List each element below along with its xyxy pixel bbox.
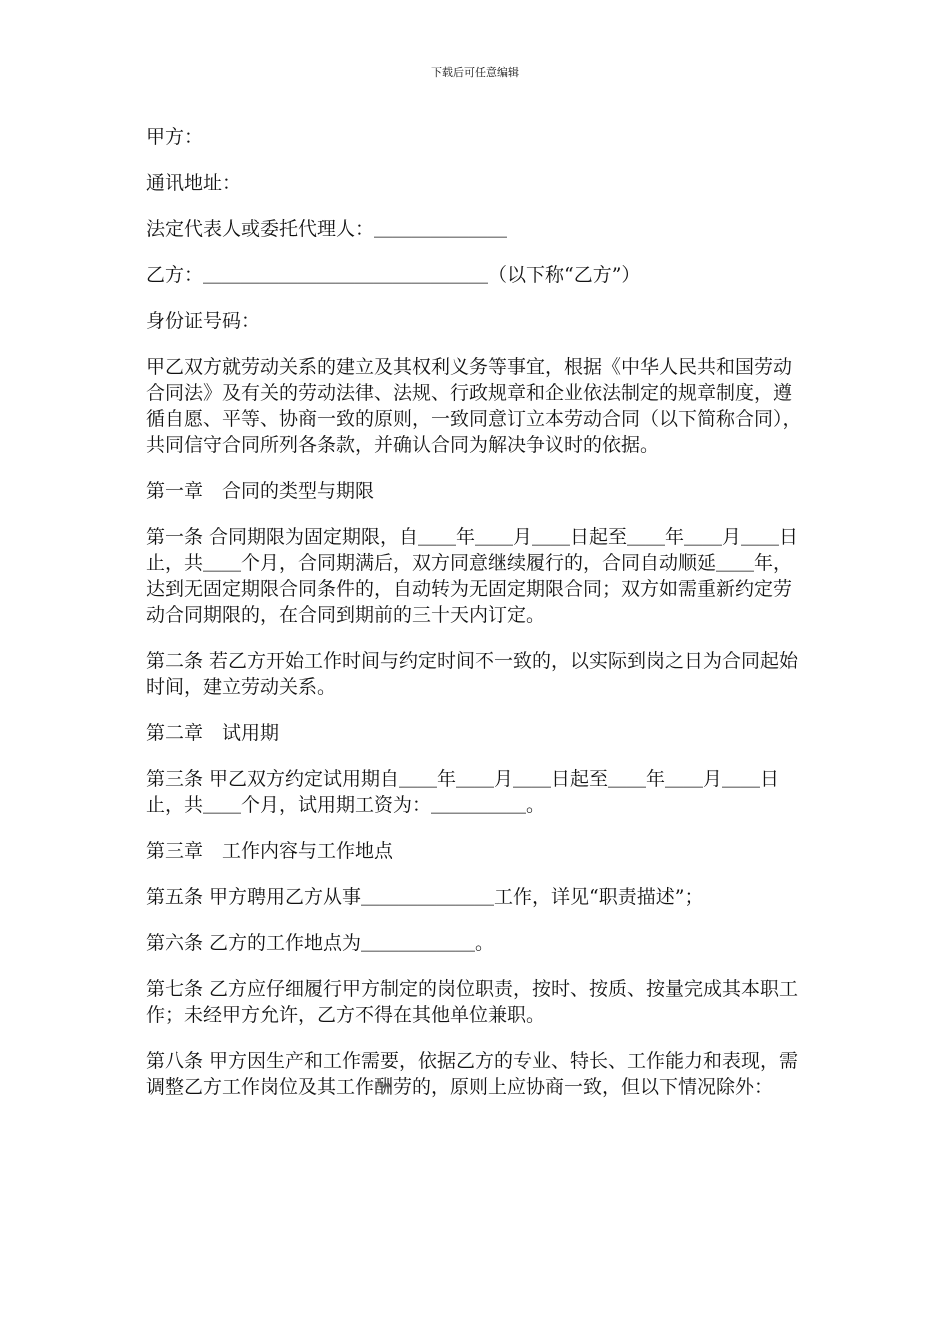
preamble-paragraph: 甲乙双方就劳动关系的建立及其权利义务等事宜，根据《中华人民共和国劳动合同法》及有关的劳动法律、法规、行政规章和企业依法制定的规章制度，遵循自愿、平等、协商一致的原则，一致同意订立本劳动合同（以下简称合同），共同信守合同所列各条款，并确认合同为解决争议时的依据。: [146, 356, 802, 456]
party-b-line: 乙方：＿＿＿＿＿＿＿＿＿＿＿＿＿＿＿（以下称“乙方”）: [146, 264, 641, 286]
article-7: 第七条 乙方应仔细履行甲方制定的岗位职责，按时、按质、按量完成其本职工作；未经甲方允许，乙方不得在其他单位兼职。: [146, 978, 799, 1026]
article-8: 第八条 甲方因生产和工作需要，依据乙方的专业、特长、工作能力和表现，需调整乙方工作岗位及其工作酬劳的，原则上应协商一致，但以下情况除外：: [146, 1050, 799, 1098]
document-body: [146, 124, 806, 1120]
chapter-1-heading: 第一章 合同的类型与期限: [146, 480, 375, 502]
article-1: 第一条 合同期限为固定期限，自＿＿年＿＿月＿＿日起至＿＿年＿＿月＿＿日止，共＿＿个月，合同期满后，双方同意继续履行的，合同自动顺延＿＿年，达到无固定期限合同条件的，自动转为无固定期限合同；双方如需重新约定劳动合同期限的，在合同到期前的三十天内订定。: [146, 526, 799, 626]
chapter-2-heading: 第二章 试用期: [146, 722, 280, 744]
address-line: 通讯地址：: [146, 172, 242, 194]
representative-line: 法定代表人或委托代理人：＿＿＿＿＿＿＿: [146, 218, 508, 240]
party-a-line: 甲方：: [146, 126, 204, 148]
page-header: 下载后可任意编辑: [431, 66, 519, 79]
article-6: 第六条 乙方的工作地点为＿＿＿＿＿＿。: [146, 932, 495, 954]
article-5: 第五条 甲方聘用乙方从事＿＿＿＿＿＿＿工作，详见“职责描述”；: [146, 886, 704, 908]
id-number-line: 身份证号码：: [146, 310, 261, 332]
article-2: 第二条 若乙方开始工作时间与约定时间不一致的，以实际到岗之日为合同起始时间，建立劳动关系。: [146, 650, 799, 698]
article-3: 第三条 甲乙双方约定试用期自＿＿年＿＿月＿＿日起至＿＿年＿＿月＿＿日止，共＿＿个月，试用期工资为：＿＿＿＿＿。: [146, 768, 780, 816]
chapter-3-heading: 第三章 工作内容与工作地点: [146, 840, 394, 862]
